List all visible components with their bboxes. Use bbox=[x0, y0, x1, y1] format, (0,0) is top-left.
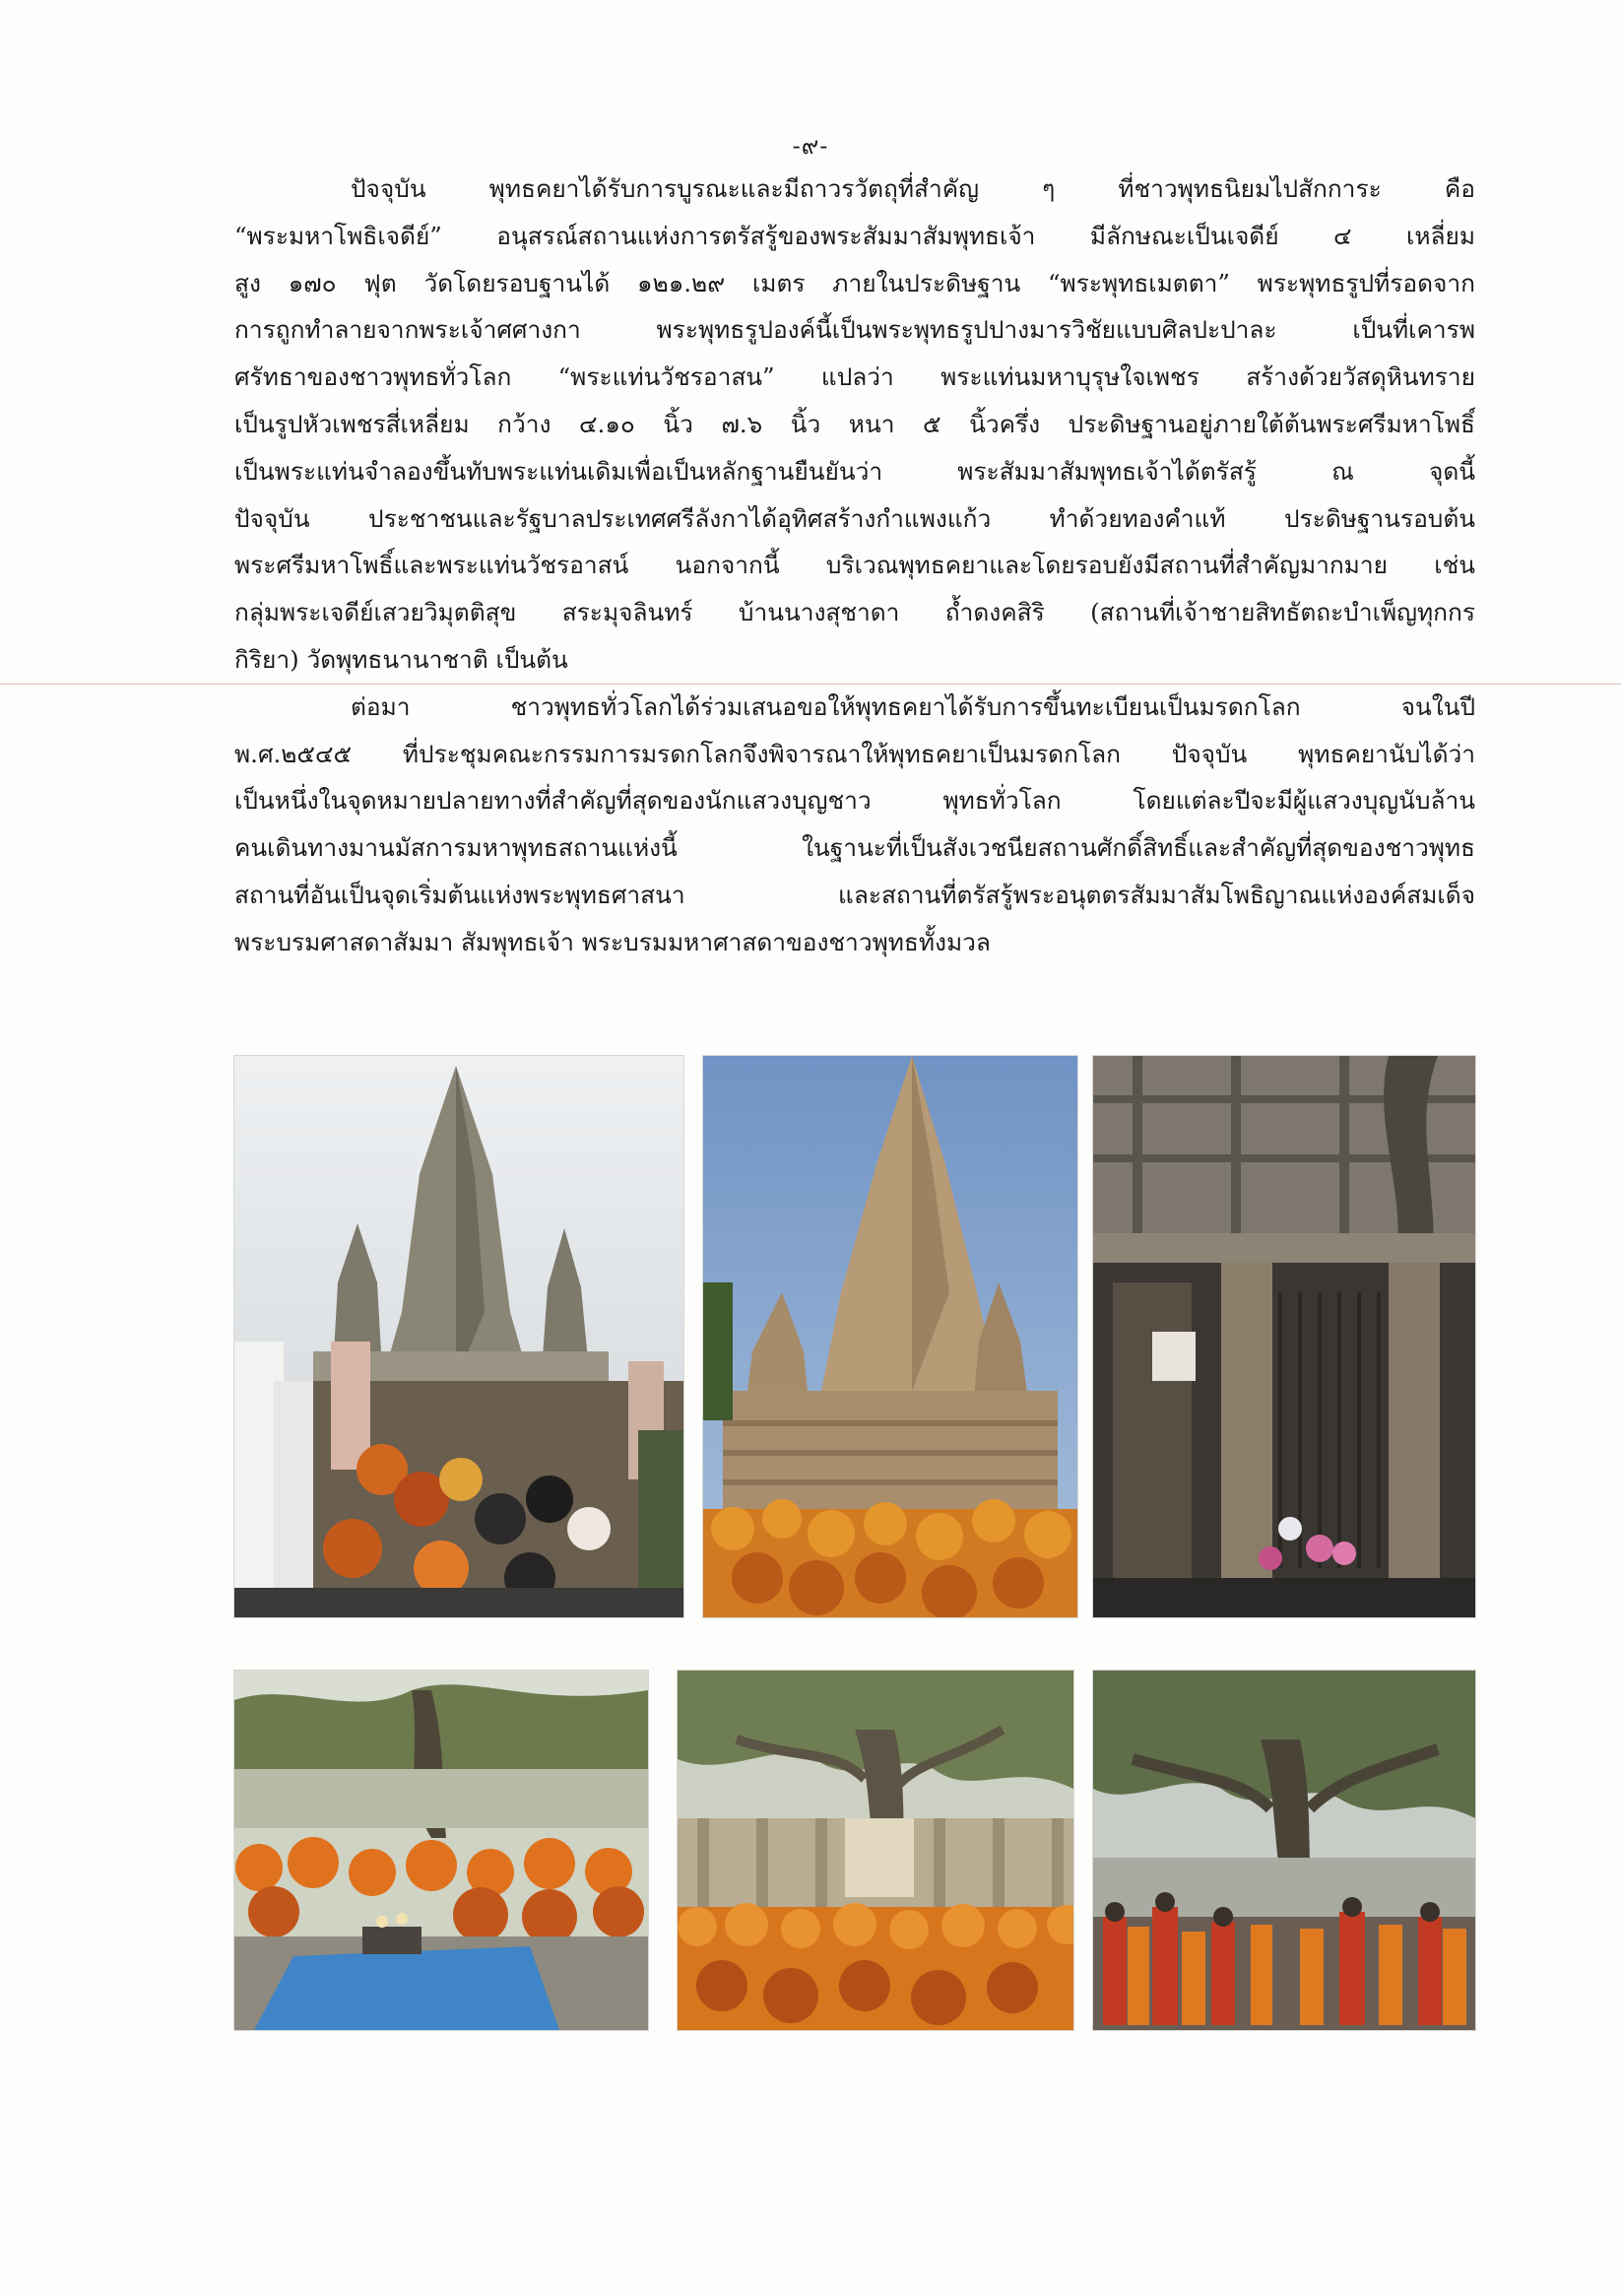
text-line: สถานที่อันเป็นจุดเริ่มต้นแห่งพระพุทธศาสนา และสถานที่ตรัสรู้พระอนุตตรสัมมาสัมโพธิญาณแห่งองค์สมเด็จ bbox=[234, 880, 1475, 909]
body-text bbox=[234, 165, 1475, 966]
page-number: -๙- bbox=[792, 132, 829, 160]
photo-bodhi-tree-gathering bbox=[678, 1671, 1073, 2030]
text-line: ศรัทธาของชาวพุทธทั่วโลก “พระแท่นวัชรอาสน” แปลว่า พระแท่นมหาบุรุษใจเพชร สร้างด้วยวัสดุหินทราย bbox=[234, 362, 1475, 392]
photo-mahabodhi-temple bbox=[703, 1056, 1077, 1617]
text-line: เป็นหนึ่งในจุดหมายปลายทางที่สำคัญที่สุดของนักแสวงบุญชาว พุทธทั่วโลก โดยแต่ละปีจะมีผู้แสวงบุญนับล้าน bbox=[234, 786, 1475, 816]
text-line: ต่อมา ชาวพุทธทั่วโลกได้ร่วมเสนอขอให้พุทธคยาได้รับการขึ้นทะเบียนเป็นมรดกโลก จนในปี bbox=[351, 691, 1475, 721]
text-line: คนเดินทางมานมัสการมหาพุทธสถานแห่งนี้ ในฐานะที่เป็นสังเวชนียสถานศักดิ์สิทธิ์และสำคัญที่สุดของชาวพุทธ bbox=[234, 833, 1475, 863]
text-line: กลุ่มพระเจดีย์เสวยวิมุตติสุข สระมุจลินทร์ บ้านนางสุชาดา ถ้ำดงคสิริ (สถานที่เจ้าชายสิทธัตถะบำเพ็ญทุกกร bbox=[234, 598, 1475, 627]
text-line: เป็นรูปหัวเพชรสี่เหลี่ยม กว้าง ๔.๑๐ นิ้ว ๗.๖ นิ้ว หนา ๕ นิ้วครึ่ง ประดิษฐานอยู่ภายใต้ต้นพระศรีมหาโพธิ์ bbox=[234, 409, 1475, 438]
photo-monks-seated bbox=[234, 1671, 648, 2030]
text-line: พ.ศ.๒๕๔๕ ที่ประชุมคณะกรรมการมรดกโลกจึงพิจารณาให้พุทธคยาเป็นมรดกโลก ปัจจุบัน พุทธคยานับได้ว่า bbox=[234, 739, 1475, 768]
text-line: ปัจจุบัน พุทธคยาได้รับการบูรณะและมีถาวรวัตถุที่สำคัญ ๆ ที่ชาวพุทธนิยมไปสักการะ คือ bbox=[351, 174, 1475, 203]
text-line: เป็นพระแท่นจำลองขึ้นทับพระแท่นเดิมเพื่อเป็นหลักฐานยืนยันว่า พระสัมมาสัมพุทธเจ้าได้ตรัสรู้ ณ จุดนี้ bbox=[234, 456, 1475, 486]
photo-temple-procession bbox=[234, 1056, 683, 1617]
text-line: กิริยา) วัดพุทธนานาชาติ เป็นต้น bbox=[234, 644, 568, 674]
text-line: การถูกทำลายจากพระเจ้าศศางกา พระพุทธรูปองค์นี้เป็นพระพุทธรูปปางมารวิชัยแบบศิลปะปาละ เป็นที่เคารพ bbox=[234, 315, 1475, 345]
paragraph-1 bbox=[234, 165, 1475, 684]
text-line: พระบรมศาสดาสัมมา สัมพุทธเจ้า พระบรมมหาศาสดาของชาวพุทธทั้งมวล bbox=[234, 927, 991, 956]
scan-artifact-line bbox=[0, 684, 1621, 685]
text-line: สูง ๑๗๐ ฟุต วัดโดยรอบฐานได้ ๑๒๑.๒๙ เมตร ภายในประดิษฐาน “พระพุทธเมตตา” พระพุทธรูปที่รอดจาก bbox=[234, 268, 1475, 297]
paragraph-2 bbox=[234, 684, 1475, 966]
photo-bodhi-tree-monks bbox=[1093, 1671, 1475, 2030]
text-line: ปัจจุบัน ประชาชนและรัฐบาลประเทศศรีลังกาได้อุทิศสร้างกำแพงแก้ว ทำด้วยทองคำแท้ ประดิษฐานรอบต้น bbox=[234, 503, 1475, 533]
photo-vajrasana-railing bbox=[1093, 1056, 1475, 1617]
text-line: “พระมหาโพธิเจดีย์” อนุสรณ์สถานแห่งการตรัสรู้ของพระสัมมาสัมพุทธเจ้า มีลักษณะเป็นเจดีย์ ๔ เหลี่ยม bbox=[234, 221, 1475, 250]
text-line: พระศรีมหาโพธิ์และพระแท่นวัชรอาสน์ นอกจากนี้ บริเวณพุทธคยาและโดยรอบยังมีสถานที่สำคัญมากมาย เช่น bbox=[234, 551, 1475, 580]
